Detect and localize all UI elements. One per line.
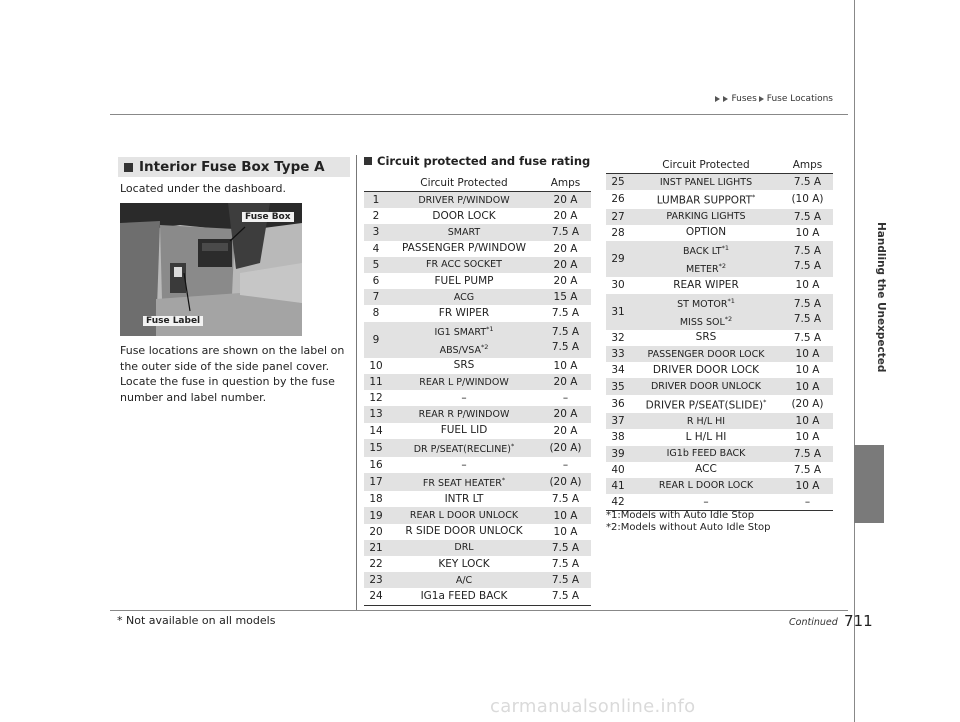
chapter-tab[interactable]	[854, 445, 884, 523]
breadcrumb-arrow-icon	[723, 96, 728, 102]
circuit-name	[388, 305, 540, 321]
column-header-amps: Amps	[782, 157, 833, 174]
fuse-row	[364, 406, 591, 422]
footnote-mark: *	[501, 476, 506, 485]
circuit-name	[388, 241, 540, 257]
column-header-number	[606, 157, 630, 174]
circuit-name	[630, 395, 782, 414]
circuit-name	[630, 225, 782, 241]
circuit-name-text: ACG	[453, 291, 475, 303]
circuit-name-text: DRIVER DOOR UNLOCK	[650, 381, 762, 393]
fuse-number: 29	[606, 241, 630, 277]
circuit-name	[630, 294, 782, 330]
circuit-name	[388, 540, 540, 556]
circuit-name	[388, 588, 540, 605]
fuse-amps: 10 A	[782, 478, 833, 494]
fuse-amps: 10 A	[795, 226, 820, 239]
footnote-mark: *	[752, 193, 756, 202]
fuse-number: 11	[364, 374, 388, 390]
fuse-row	[364, 473, 591, 491]
footnote-mark: *1	[721, 244, 729, 253]
fuse-number: 25	[606, 174, 630, 191]
fuse-number: 12	[369, 392, 383, 405]
fuse-amps: 7.5 A	[540, 224, 591, 240]
column-divider	[356, 155, 357, 610]
circuit-name	[388, 224, 540, 240]
fuse-number: 37	[606, 413, 630, 429]
circuit-name	[388, 507, 540, 523]
circuit-name-text: REAR R P/WINDOW	[418, 408, 510, 420]
table-header-row	[606, 157, 833, 174]
footnote-2: *2:Models without Auto Idle Stop	[606, 522, 771, 533]
fuse-number: 27	[606, 209, 630, 225]
section-header	[118, 157, 350, 177]
fuse-number: 32	[611, 331, 625, 344]
fuse-amps: (20 A)	[540, 473, 591, 491]
circuit-name	[388, 192, 540, 209]
circuit-name-text: DR P/SEAT(RECLINE)*	[413, 441, 515, 455]
circuit-name-text: IG1b FEED BACK	[666, 448, 746, 460]
fuse-number: 30	[611, 279, 625, 292]
fuse-amps: 20 A	[540, 192, 591, 209]
fuse-row	[364, 457, 591, 473]
fuse-row	[364, 358, 591, 374]
breadcrumb-arrow-icon	[715, 96, 720, 102]
circuit-name-text: DOOR LOCK	[432, 209, 496, 222]
circuit-name-text: INTR LT	[444, 492, 484, 505]
fuse-amps: 10 A	[795, 431, 820, 444]
fuse-row	[364, 390, 591, 406]
fuse-amps: 7.5 A	[540, 572, 591, 588]
circuit-name-text: PARKING LIGHTS	[666, 211, 746, 223]
circuit-name-text: SMART	[447, 226, 481, 238]
circuit-name	[388, 524, 540, 540]
fuse-row	[364, 540, 591, 556]
fuse-number: 38	[611, 431, 625, 444]
circuit-name-text: –	[461, 458, 467, 471]
fuse-amps: 7.5 A	[540, 540, 591, 556]
footnote-mark: *	[763, 397, 767, 406]
fuse-row	[606, 277, 833, 293]
fuse-row	[606, 462, 833, 478]
fuse-amps: 10 A	[795, 364, 820, 377]
fuse-number: 7	[364, 289, 388, 305]
fuse-number: 5	[364, 257, 388, 273]
fuse-number: 35	[606, 378, 630, 394]
circuit-name-text: FR WIPER	[438, 306, 490, 319]
breadcrumb-arrow-icon	[759, 96, 764, 102]
fuse-row	[606, 446, 833, 462]
fuse-row	[364, 524, 591, 540]
circuit-name-text: DRIVER P/WINDOW	[418, 194, 510, 206]
fuse-number: 17	[364, 473, 388, 491]
breadcrumb	[715, 94, 833, 104]
circuit-name-text: FR ACC SOCKET	[426, 259, 502, 271]
fuse-amps: 20 A	[540, 257, 591, 273]
fuse-number: 41	[606, 478, 630, 494]
fuse-amps: 7.5 A	[540, 588, 591, 605]
fuse-number: 8	[372, 307, 380, 320]
table-title	[364, 154, 590, 168]
fuse-row	[606, 294, 833, 330]
fuse-amps: 15 A	[540, 289, 591, 305]
circuit-name-text: KEY LOCK	[438, 557, 490, 570]
fuse-number: 18	[369, 493, 383, 506]
circuit-name-text: LUMBAR SUPPORT*	[656, 193, 756, 207]
fuse-row	[364, 572, 591, 588]
circuit-name-line: METER$^{*2}$	[686, 262, 726, 276]
circuit-name	[388, 273, 540, 289]
fuse-number: 1	[364, 192, 388, 209]
fuse-table-2	[606, 157, 833, 511]
fuse-amps: 7.5 A	[551, 558, 580, 571]
circuit-name-text: INST PANEL LIGHTS	[659, 176, 753, 188]
fuse-number: 40	[611, 463, 625, 476]
fuse-amps: (20 A)	[540, 439, 591, 457]
circuit-name-text: IG1a FEED BACK	[420, 589, 508, 602]
circuit-name	[388, 491, 540, 507]
fuse-row	[364, 257, 591, 273]
footnote-mark: *2	[724, 314, 733, 323]
circuit-name	[630, 209, 782, 225]
amps-line: 7.5 A	[793, 312, 822, 325]
fuse-row	[606, 478, 833, 494]
fuse-number: 20	[369, 525, 383, 538]
table-title-square-icon	[364, 157, 372, 165]
fuse-amps: (10 A)	[791, 193, 824, 206]
fuse-amps: 10 A	[782, 378, 833, 394]
circuit-name	[388, 439, 540, 457]
fuse-row	[364, 507, 591, 523]
fuse-number: 21	[364, 540, 388, 556]
column-header-number	[364, 175, 388, 192]
circuit-name	[388, 257, 540, 273]
fuse-number: 6	[372, 275, 380, 288]
fuse-amps	[782, 294, 833, 330]
fuse-number: 26	[611, 193, 625, 206]
fuse-row	[364, 439, 591, 457]
fuse-amps: 20 A	[553, 210, 578, 223]
circuit-name-line: ABS/VSA$^{*2}$	[439, 342, 489, 356]
fuse-row	[364, 192, 591, 209]
fuse-amps: 10 A	[540, 507, 591, 523]
footnote-1: *1:Models with Auto Idle Stop	[606, 510, 755, 521]
fuse-row	[364, 491, 591, 507]
fuse-amps: 20 A	[540, 406, 591, 422]
circuit-name-text: FUEL PUMP	[434, 274, 494, 287]
fuse-row	[606, 174, 833, 191]
fuse-number: 22	[369, 558, 383, 571]
fuse-number: 13	[364, 406, 388, 422]
fuse-number: 36	[611, 397, 625, 410]
circuit-name	[388, 457, 540, 473]
fuse-number: 4	[372, 242, 380, 255]
circuit-name-line: ST MOTOR$^{*1}$	[677, 296, 735, 310]
fuse-row	[364, 224, 591, 240]
fuse-number: 28	[611, 226, 625, 239]
fuse-amps: 10 A	[782, 346, 833, 362]
fuse-number: 16	[369, 459, 383, 471]
circuit-name-text: L H/L HI	[685, 430, 727, 443]
breadcrumb-item-fuses[interactable]: Fuses	[731, 94, 757, 104]
circuit-name	[630, 330, 782, 346]
circuit-name-text: DRL	[454, 542, 474, 554]
circuit-name	[630, 174, 782, 191]
fuse-amps: 7.5 A	[782, 446, 833, 462]
circuit-name-line: MISS SOL$^{*2}$	[679, 314, 733, 328]
description-text: Fuse locations are shown on the label on the outer side of the side panel cover. Locate the fuse in question by the fuse number and label number.	[120, 344, 345, 404]
circuit-name	[630, 190, 782, 209]
fuse-row	[364, 322, 591, 358]
fuse-number: 19	[364, 507, 388, 523]
circuit-name-text: PASSENGER DOOR LOCK	[647, 348, 765, 360]
circuit-name	[388, 322, 540, 358]
circuit-name	[630, 362, 782, 378]
circuit-name	[630, 462, 782, 478]
fuse-row	[606, 241, 833, 277]
circuit-name-text: R SIDE DOOR UNLOCK	[405, 525, 523, 538]
fuse-row	[606, 378, 833, 394]
fuse-number: 9	[364, 322, 388, 358]
circuit-name-line: BACK LT$^{*1}$	[683, 244, 729, 258]
fuse-row	[606, 330, 833, 346]
circuit-name-text: FUEL LID	[440, 424, 488, 437]
table-header-row	[364, 175, 591, 192]
footnote-mark: *2	[480, 342, 489, 351]
fuse-box-photo	[120, 203, 302, 336]
fuse-row	[606, 225, 833, 241]
circuit-name-text: –	[461, 391, 467, 404]
fuse-label-label: Fuse Label	[143, 316, 203, 326]
fuse-row	[606, 413, 833, 429]
fuse-row	[364, 374, 591, 390]
fuse-amps	[782, 241, 833, 277]
circuit-name	[388, 556, 540, 572]
fuse-amps: 10 A	[553, 359, 578, 372]
fuse-amps: 20 A	[553, 242, 578, 255]
circuit-name	[388, 572, 540, 588]
fuse-amps: 7.5 A	[782, 209, 833, 225]
amps-line: 7.5 A	[551, 340, 580, 353]
fuse-number: 24	[364, 588, 388, 605]
fuse-number: 23	[364, 572, 388, 588]
amps-line: 7.5 A	[551, 325, 580, 338]
circuit-name-text: ACC	[695, 463, 717, 476]
circuit-name-text: REAR L P/WINDOW	[419, 376, 509, 388]
fuse-amps: 10 A	[553, 525, 578, 538]
fuse-amps	[540, 322, 591, 358]
circuit-name	[388, 406, 540, 422]
fuse-amps: 7.5 A	[793, 463, 822, 476]
fuse-amps: –	[782, 494, 833, 511]
circuit-name	[630, 277, 782, 293]
circuit-name-text: SRS	[453, 359, 475, 372]
fuse-amps: (20 A)	[791, 397, 824, 410]
location-text: Located under the dashboard.	[120, 182, 286, 195]
circuit-name	[630, 478, 782, 494]
watermark: carmanualsonline.info	[490, 696, 696, 717]
circuit-name	[388, 473, 540, 491]
circuit-name	[630, 346, 782, 362]
table-title-text: Circuit protected and fuse rating	[377, 154, 591, 168]
circuit-name	[388, 374, 540, 390]
fuse-row	[364, 305, 591, 321]
circuit-name-text: PASSENGER P/WINDOW	[401, 242, 526, 255]
not-available-note: * Not available on all models	[117, 614, 276, 627]
fuse-row	[364, 423, 591, 439]
circuit-name	[388, 289, 540, 305]
circuit-name-text: REAR L DOOR UNLOCK	[409, 510, 519, 522]
fuse-number: 3	[364, 224, 388, 240]
circuit-name-text: DRIVER DOOR LOCK	[652, 363, 760, 376]
fuse-row	[606, 209, 833, 225]
circuit-name-text: OPTION	[685, 226, 727, 239]
column-header-amps: Amps	[540, 175, 591, 192]
fuse-number: 33	[606, 346, 630, 362]
circuit-name	[630, 241, 782, 277]
amps-line: 7.5 A	[793, 260, 822, 273]
chapter-label-wrap	[868, 152, 894, 442]
footnote-mark: *1	[727, 296, 735, 305]
fuse-row	[606, 346, 833, 362]
amps-line: 7.5 A	[793, 297, 822, 310]
circuit-name	[388, 423, 540, 439]
circuit-name-text: A/C	[455, 574, 473, 586]
fuse-number: 39	[606, 446, 630, 462]
fuse-number: 2	[372, 210, 380, 223]
fuse-table-1	[364, 175, 591, 606]
fuse-amps: 10 A	[795, 279, 820, 292]
fuse-amps: –	[562, 392, 569, 405]
fuse-amps: 7.5 A	[782, 174, 833, 191]
circuit-name-text: –	[703, 495, 709, 508]
circuit-name-line: IG1 SMART$^{*1}$	[434, 324, 494, 338]
circuit-name	[630, 413, 782, 429]
circuit-name-text: REAR L DOOR LOCK	[658, 480, 754, 492]
continued-label: Continued	[789, 617, 838, 628]
circuit-name-text: FR SEAT HEATER*	[422, 476, 506, 490]
column-header-circuit: Circuit Protected	[630, 157, 782, 174]
fuse-number: 14	[369, 424, 383, 437]
fuse-row	[364, 289, 591, 305]
fuse-row	[364, 273, 591, 289]
header-divider	[110, 114, 848, 115]
chapter-label: Handling the Unexpected	[875, 221, 887, 373]
fuse-row	[364, 208, 591, 224]
circuit-name	[630, 429, 782, 445]
section-square-icon	[124, 163, 133, 172]
fuse-box-label: Fuse Box	[242, 212, 294, 222]
fuse-amps: 7.5 A	[551, 307, 580, 320]
fuse-row	[364, 241, 591, 257]
fuse-amps: 10 A	[782, 413, 833, 429]
fuse-amps: 20 A	[553, 275, 578, 288]
footnote-mark: *	[511, 441, 515, 450]
breadcrumb-item-fuse-locations[interactable]: Fuse Locations	[766, 94, 833, 104]
fuse-amps: –	[562, 459, 569, 471]
circuit-name	[630, 494, 782, 511]
fuse-amps: 7.5 A	[793, 331, 822, 344]
fuse-amps: 20 A	[553, 424, 578, 437]
fuse-row	[606, 395, 833, 414]
fuse-number: 42	[606, 494, 630, 511]
footnote-mark: *1	[486, 324, 494, 333]
circuit-name-text: DRIVER P/SEAT(SLIDE)*	[645, 397, 767, 412]
fuse-number: 34	[611, 364, 625, 377]
fuse-row	[606, 190, 833, 209]
fuse-row	[364, 588, 591, 605]
section-title: Interior Fuse Box Type A	[139, 159, 325, 175]
circuit-name-text: R H/L HI	[686, 415, 726, 427]
column-header-circuit: Circuit Protected	[388, 175, 540, 192]
circuit-name	[388, 208, 540, 224]
circuit-name	[630, 446, 782, 462]
fuse-row	[606, 429, 833, 445]
footnote-mark: *2	[718, 262, 726, 271]
circuit-name-text: REAR WIPER	[673, 278, 739, 291]
page-number: 711	[844, 612, 873, 630]
fuse-row	[606, 494, 833, 511]
circuit-name	[388, 390, 540, 406]
circuit-name	[630, 378, 782, 394]
fuse-row	[606, 362, 833, 378]
fuse-amps: 7.5 A	[551, 493, 580, 506]
amps-line: 7.5 A	[793, 245, 822, 258]
footer-divider	[110, 610, 848, 611]
circuit-name	[388, 358, 540, 374]
fuse-number: 15	[364, 439, 388, 457]
fuse-row	[364, 556, 591, 572]
fuse-number: 10	[369, 359, 383, 372]
fuse-number: 31	[606, 294, 630, 330]
fuse-amps: 20 A	[540, 374, 591, 390]
circuit-name-text: SRS	[695, 331, 717, 344]
